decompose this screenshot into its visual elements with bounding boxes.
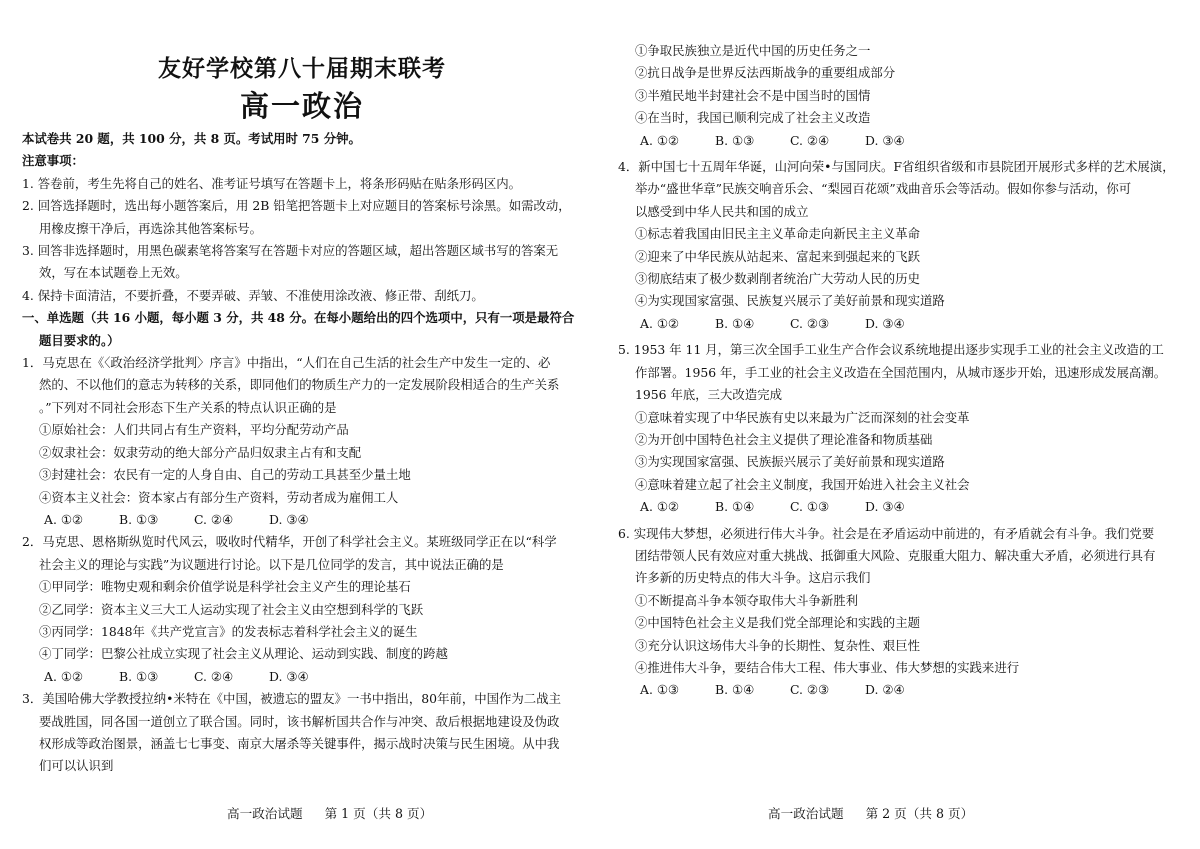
option-d: D. ③④ — [269, 668, 309, 684]
option-d: D. ③④ — [865, 132, 905, 148]
exam-summary: 本试卷共 20 题，共 100 分，共 8 页。考试用时 75 分钟。 — [22, 131, 361, 146]
answer-options — [618, 496, 1176, 518]
question-stem: 社会主义的理论与实践”为议题进行讨论。以下是几位同学的发言，其中说法正确的是 — [39, 556, 504, 572]
question-item: ②为开创中国特色社会主义提供了理论准备和物质基础 — [635, 431, 933, 447]
question-stem: 。”下列对不同社会形态下生产关系的特点认识正确的是 — [39, 399, 337, 415]
question-item: ③半殖民地半封建社会不是中国当时的国情 — [635, 87, 871, 103]
option-c: C. ②④ — [194, 511, 234, 527]
option-d: D. ②④ — [865, 682, 905, 698]
question-stem: 要战胜国，同各国一道创立了联合国。同时，该书解析国共合作与冲突、敌后根据地建设及伪政 — [39, 713, 560, 729]
footer-name: 高一政治试题 — [768, 806, 844, 821]
question-3-stem — [22, 688, 582, 778]
question-item: ④推进伟大斗争，要结合伟大工程、伟大事业、伟大梦想的实践来进行 — [635, 659, 1020, 675]
question-stem: 3．美国哈佛大学教授拉纳•米特在《中国，被遗忘的盟友》一书中指出，80年前，中国作为二战主 — [22, 691, 561, 707]
question-stem: 举办“盛世华章”民族交响音乐会、“梨园百花颂”戏曲音乐会等活动。假如你参与活动，你可 — [635, 181, 1132, 197]
answer-options — [618, 679, 1176, 701]
option-d: D. ③④ — [865, 499, 905, 515]
option-d: D. ③④ — [865, 315, 905, 331]
page-1-footer — [227, 803, 432, 822]
option-a: A. ①② — [44, 511, 84, 527]
question-stem: 以感受到中华人民共和国的成立 — [635, 203, 809, 219]
question-item: ④在当时，我国已顺利完成了社会主义改造 — [635, 110, 871, 126]
subject-title: 高一政治 — [239, 89, 364, 123]
option-b: B. ①④ — [715, 499, 755, 515]
notice-heading: 注意事项： — [22, 153, 84, 169]
option-a: A. ①② — [640, 315, 680, 331]
notice-line: 用橡皮擦干净后，再选涂其他答案标号。 — [39, 220, 263, 236]
question-item: ③丙同学：1848年《共产党宣言》的发表标志着科学社会主义的诞生 — [39, 623, 418, 639]
question-stem: 1．马克思在《〈政治经济学批判〉序言》中指出，“人们在自己生活的社会生产中发生一定的、必 — [22, 355, 551, 371]
question-item: ②乙同学：资本主义三大工人运动实现了社会主义由空想到科学的飞跃 — [39, 601, 424, 617]
question-stem: 权形成等政治图景，涵盖七七事变、南京大屠杀等关键事件，揭示战时决策与民生困境。从中我 — [39, 735, 560, 751]
question-4 — [618, 156, 1176, 335]
question-item: ②奴隶社会：奴隶劳动的绝大部分产品归奴隶主占有和支配 — [39, 444, 362, 460]
question-item: ③彻底结束了极少数剥削者统治广大劳动人民的历史 — [635, 271, 920, 287]
question-item: ①标志着我国由旧民主主义革命走向新民主主义革命 — [635, 226, 920, 242]
question-item: ①原始社会：人们共同占有生产资料，平均分配劳动产品 — [39, 422, 349, 438]
question-2 — [22, 531, 582, 688]
option-b: B. ①④ — [715, 682, 755, 698]
option-b: B. ①③ — [119, 511, 159, 527]
page-2 — [618, 40, 1176, 702]
option-c: C. ②③ — [790, 682, 830, 698]
notice-line: 3. 回答非选择题时，用黑色碳素笔将答案写在答题卡对应的答题区域，超出答题区域书写的答案无 — [22, 243, 559, 259]
question-6 — [618, 523, 1176, 702]
question-stem: 1956 年底，三大改造完成 — [635, 387, 782, 403]
question-item: ①甲同学：唯物史观和剩余价值学说是科学社会主义产生的理论基石 — [39, 579, 411, 595]
notice-line: 4. 保持卡面清洁，不要折叠，不要弄破、弄皱、不准使用涂改液、修正带、刮纸刀。 — [22, 287, 484, 303]
question-item: ④为实现国家富强、民族复兴展示了美好前景和现实道路 — [635, 293, 945, 309]
question-item: ②迎来了中华民族从站起来、富起来到强起来的飞跃 — [635, 248, 920, 264]
question-item: ②中国特色社会主义是我们党全部理论和实践的主题 — [635, 615, 920, 631]
question-item: ①不断提高斗争本领夺取伟大斗争新胜利 — [635, 592, 859, 608]
question-stem: 然的、不以他们的意志为转移的关系，即同他们的物质生产力的一定发展阶段相适合的生产关系 — [39, 377, 560, 393]
notice-line: 效，写在本试题卷上无效。 — [39, 265, 188, 281]
answer-options — [618, 313, 1176, 335]
question-3-cont — [618, 40, 1176, 152]
section-heading-cont: 题目要求的。） — [39, 332, 120, 348]
option-b: B. ①③ — [715, 132, 755, 148]
question-item: ①争取民族独立是近代中国的历史任务之一 — [635, 43, 871, 58]
question-stem: 5. 1953 年 11 月，第三次全国手工业生产合作会议系统地提出逐步实现手工业的社会主义改造的工 — [618, 342, 1164, 358]
answer-options — [22, 666, 582, 688]
option-b: B. ①③ — [119, 668, 159, 684]
section-heading: 一、单选题（共 16 小题，每小题 3 分，共 48 分。在每小题给出的四个选项中，只有一项是最符合 — [22, 310, 575, 326]
question-stem: 6. 实现伟大梦想，必须进行伟大斗争。社会是在矛盾运动中前进的，有矛盾就会有斗争。我们党要 — [618, 525, 1155, 541]
question-item: ②抗日战争是世界反法西斯战争的重要组成部分 — [635, 65, 896, 81]
option-c: C. ②③ — [790, 315, 830, 331]
option-a: A. ①③ — [640, 682, 680, 698]
notice-line: 2. 回答选择题时，选出每小题答案后，用 2B 铅笔把答题卡上对应题目的答案标号涂黑。如需改动， — [22, 198, 571, 214]
exam-title: 友好学校第八十届期末联考 — [158, 55, 446, 82]
question-stem: 们可以认识到 — [39, 758, 114, 774]
page-2-footer — [768, 803, 973, 822]
option-d: D. ③④ — [269, 511, 309, 527]
question-item: ③为实现国家富强、民族振兴展示了美好前景和现实道路 — [635, 454, 945, 470]
footer-page: 第 1 页（共 8 页） — [324, 806, 433, 821]
answer-options — [618, 130, 1176, 152]
question-stem: 团结带领人民有效应对重大挑战、抵御重大风险、克服重大阻力、解决重大矛盾，必须进行具有 — [635, 547, 1156, 563]
answer-options — [22, 509, 582, 531]
question-stem: 许多新的历史特点的伟大斗争。这启示我们 — [635, 570, 871, 586]
page-1 — [22, 52, 582, 778]
option-a: A. ①② — [44, 668, 84, 684]
question-5 — [618, 339, 1176, 518]
question-item: ③充分认识这场伟大斗争的长期性、复杂性、艰巨性 — [635, 637, 920, 653]
question-stem: 2．马克思、恩格斯纵览时代风云，吸收时代精华，开创了科学社会主义。某班级同学正在以“科学 — [22, 534, 557, 550]
option-a: A. ①② — [640, 132, 680, 148]
question-stem: 4．新中国七十五周年华诞，山河向荣•与国同庆。F省组织省级和市县院团开展形式多样的艺术展演， — [618, 159, 1175, 175]
footer-page: 第 2 页（共 8 页） — [865, 806, 974, 821]
option-c: C. ①③ — [790, 499, 830, 515]
question-item: ④丁同学：巴黎公社成立实现了社会主义从理论、运动到实践、制度的跨越 — [39, 646, 448, 662]
option-a: A. ①② — [640, 499, 680, 515]
option-c: C. ②④ — [194, 668, 234, 684]
option-b: B. ①④ — [715, 315, 755, 331]
question-stem: 作部署。1956 年，手工业的社会主义改造在全国范围内，从城市逐步开始，迅速形成发展高潮。 — [635, 364, 1167, 380]
question-item: ④资本主义社会：资本家占有部分生产资料，劳动者成为雇佣工人 — [39, 489, 399, 505]
question-1 — [22, 352, 582, 531]
notice-line: 1. 答卷前，考生先将自己的姓名、准考证号填写在答题卡上，将条形码贴在贴条形码区内。 — [22, 175, 521, 191]
footer-name: 高一政治试题 — [227, 806, 303, 821]
question-item: ①意味着实现了中华民族有史以来最为广泛而深刻的社会变革 — [635, 409, 970, 425]
question-item: ④意味着建立起了社会主义制度，我国开始进入社会主义社会 — [635, 476, 970, 492]
question-item: ③封建社会：农民有一定的人身自由、自己的劳动工具甚至少量土地 — [39, 467, 411, 483]
option-c: C. ②④ — [790, 132, 830, 148]
